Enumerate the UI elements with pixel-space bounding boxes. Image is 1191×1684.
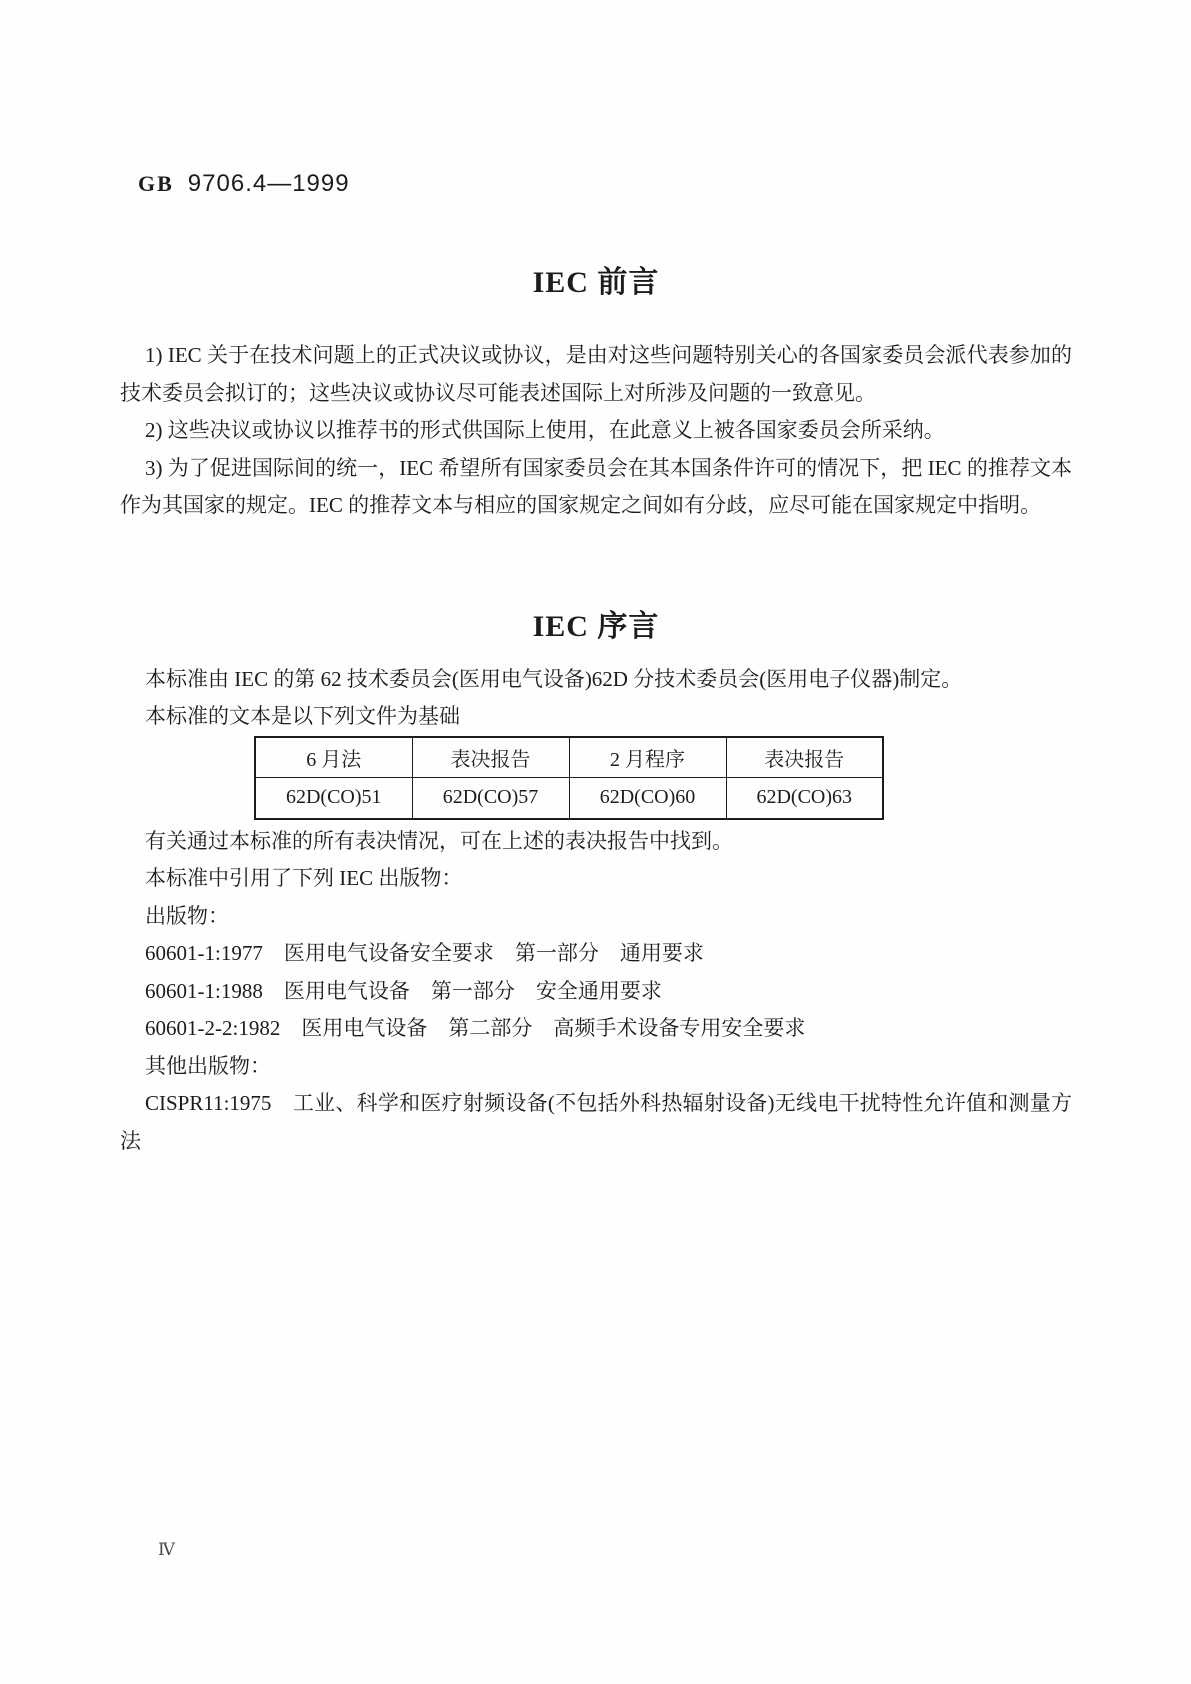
preface-paragraph: 本标准中引用了下列 IEC 出版物： xyxy=(145,866,463,890)
page-number: Ⅳ xyxy=(158,1540,175,1559)
foreword-title: IEC 前言 xyxy=(532,266,660,299)
preface-title: IEC 序言 xyxy=(532,609,660,643)
foreword-body xyxy=(120,337,1072,525)
foreword-paragraph: 3) 为了促进国际间的统一，IEC 希望所有国家委员会在其本国条件许可的情况下，把 IEC 的推荐文本作为其国家的规定。IEC 的推荐文本与相应的国家规定之间如有分歧，应尽可能在国家规定中指明。 xyxy=(120,455,1072,517)
table-cell: 62D(CO)60 xyxy=(569,778,726,819)
table-header-cell: 2 月程序 xyxy=(569,737,726,778)
table-cell: 62D(CO)63 xyxy=(726,778,883,819)
page-content xyxy=(120,0,1072,1160)
preface-publications xyxy=(120,823,1072,1161)
standard-prefix: GB xyxy=(138,171,174,196)
publication-line: 60601-1:1977 医用电气设备安全要求 第一部分 通用要求 xyxy=(145,941,704,965)
table-header-cell: 表决报告 xyxy=(726,737,883,778)
publications-label: 出版物： xyxy=(145,903,229,928)
preface-paragraph: 本标准由 IEC 的第 62 技术委员会(医用电气设备)62D 分技术委员会(医用电子仪器)制定。 xyxy=(145,666,963,691)
publication-line: 60601-2-2:1982 医用电气设备 第二部分 高频手术设备专用安全要求 xyxy=(145,1016,806,1040)
publication-line: CISPR11:1975 工业、科学和医疗射频设备(不包括外科热辐射设备)无线电干扰特性允许值和测量方法 xyxy=(120,1091,1072,1153)
foreword-paragraph: 1) IEC 关于在技术问题上的正式决议或协议，是由对这些问题特别关心的各国家委员会派代表参加的技术委员会拟订的；这些决议或协议尽可能表述国际上对所涉及问题的一致意见。 xyxy=(120,343,1072,405)
other-publications-label: 其他出版物： xyxy=(145,1053,271,1078)
ballot-table xyxy=(254,736,884,820)
table-cell: 62D(CO)51 xyxy=(255,778,412,819)
preface-intro xyxy=(120,661,1072,736)
table-header-cell: 6 月法 xyxy=(255,737,412,778)
table-header-cell: 表决报告 xyxy=(412,737,569,778)
publication-line: 60601-1:1988 医用电气设备 第一部分 安全通用要求 xyxy=(145,978,662,1003)
foreword-paragraph: 2) 这些决议或协议以推荐书的形式供国际上使用，在此意义上被各国家委员会所采纳。 xyxy=(145,418,945,442)
preface-paragraph: 本标准的文本是以下列文件为基础 xyxy=(145,704,460,728)
table-cell: 62D(CO)57 xyxy=(412,778,569,819)
preface-paragraph: 有关通过本标准的所有表决情况，可在上述的表决报告中找到。 xyxy=(145,828,733,853)
table-row xyxy=(255,778,883,819)
standard-number: 9706.4—1999 xyxy=(187,170,350,197)
table-header-row xyxy=(255,737,883,778)
